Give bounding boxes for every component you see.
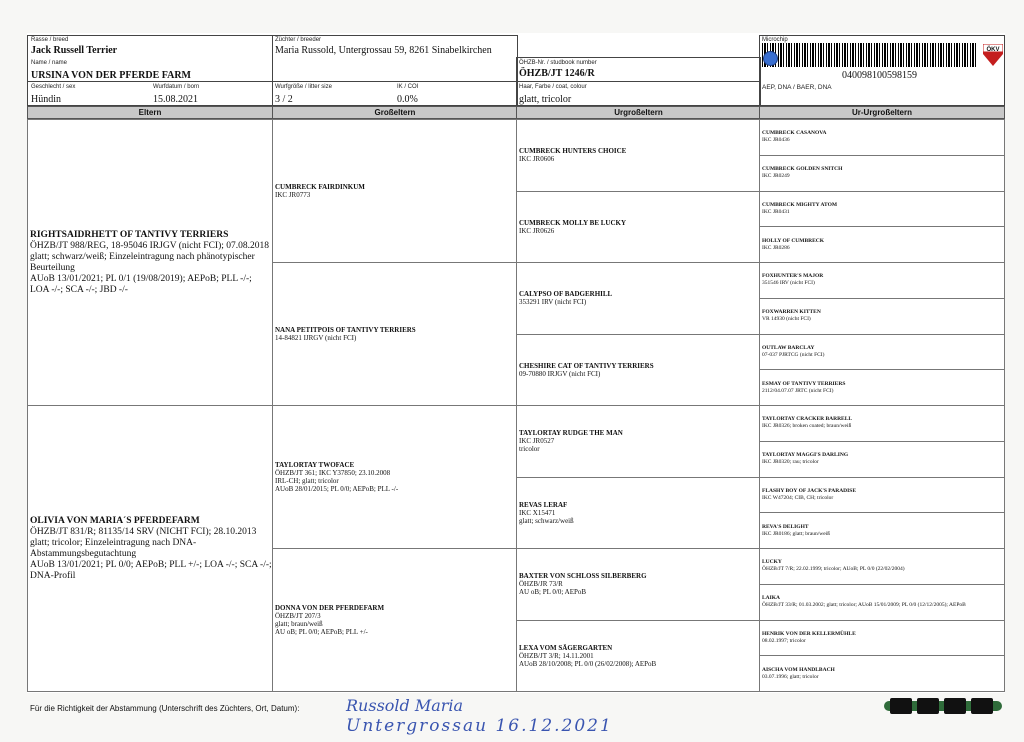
dog-details: AUoB 13/01/2021; PL 0/0; AEPoB; PLL +/-; LOA -/-; SCA -/-; DNA-Profil [30,559,272,581]
dog-name: OLIVIA VON MARIA´S PFERDEFARM [30,515,200,526]
dog-details: IKC X15471 [519,508,556,517]
dog-details: 03.07.1996; glatt; tricolor [762,673,819,680]
dog-name: HENRIK VON DER KELLERMÜHLE [762,630,856,637]
signature-line-1: Russold Maria [346,696,464,715]
dog-details: ÖHZB/JT 361; IKC Y37850; 23.10.2008 [275,469,391,477]
studbook-label: ÖHZB-Nr. / studbook number [519,60,597,66]
great-grandparent-cell [516,548,761,621]
dog-details: glatt; tricolor; Einzeleintragung nach DNA-Abstammungsbegutachtung [30,537,197,559]
coi-label: IK / COI [397,84,419,90]
great-great-grandparent-cell [759,226,1005,263]
litter-label: Wurfgröße / litter size [275,84,332,90]
dog-name: CHESHIRE CAT OF TANTIVY TERRIERS [519,361,654,370]
great-great-grandparent-cell [759,584,1005,621]
dog-name: LAIKA [762,595,781,602]
great-great-grandparent-cell [759,262,1005,299]
dog-name: TAYLORTAY RUDGE THE MAN [519,429,623,438]
certification-text: Für die Richtigkeit der Abstammung (Unterschrift des Züchters, Ort, Datum): [30,704,300,713]
dog-name: FLASHY BOY OF JACK'S PARADISE [762,487,857,494]
parent-cell [27,405,273,692]
dog-details: ÖHZB/JT 33/R; 01.03.2002; glatt; tricolor; AUoB 15/01/2009; PL 0/0 (12/12/2005); AEPoB [762,602,966,609]
dog-details: 09-70880 IRJGV (nicht FCI) [519,369,601,378]
microchip-barcode [762,43,978,67]
great-grandparent-cell [516,191,761,264]
breed-label: Rasse / breed [31,37,69,43]
great-great-grandparent-cell [759,298,1005,335]
dog-name: CUMBRECK HUNTERS CHOICE [519,147,627,156]
dog-details: IKC JR0186; glatt; braun/weiß [762,530,830,537]
dog-details: IKC JR0436 [762,137,790,144]
microchip-number: 040098100598159 [842,70,917,81]
litter-value: 3 / 2 [275,94,293,105]
header-divider [27,81,761,82]
col-head-parents: Eltern [27,106,273,119]
dog-name: CUMBRECK MIGHTY ATOM [762,201,838,208]
microchip-label: Microchip [762,37,788,43]
dog-name: REVA'S DELIGHT [762,523,809,530]
dog-name: ESMAY OF TANTIVY TERRIERS [762,380,846,387]
dog-details: VR 14930 (nicht FCI) [762,316,811,323]
dog-details: AUoB 28/10/2008; PL 0/0 (26/02/2008); AEPoB [519,659,657,668]
okv-logo-icon [983,44,1003,66]
signature-line-2: Untergrossau 16.12.2021 [346,716,613,736]
grandparent-cell [272,405,518,549]
great-great-grandparent-cell [759,512,1005,549]
dog-details: ÖHZB/JT 3/R; 14.11.2001 [519,651,594,660]
globe-icon [763,51,778,66]
dog-details: IRL-CH; glatt; tricolor [275,477,339,485]
breeder-label: Züchter / breeder [275,37,322,43]
sex-label: Geschlecht / sex [31,84,76,90]
grandparent-cell [272,262,518,406]
dog-name: FOXHUNTER'S MAJOR [762,273,824,280]
great-grandparent-cell [516,620,761,693]
dog-details: AU oB; PL 0/0; AEPoB [519,588,587,597]
okv-text: ÖKV [986,47,1000,53]
dog-details: 2112/04.07.07 JRTC (nicht FCI) [762,387,834,394]
coi-value: 0.0% [397,94,418,105]
dog-details: glatt; schwarz/weiß [519,516,574,525]
grandparent-cell [272,119,518,263]
great-great-grandparent-cell [759,441,1005,478]
great-grandparent-cell [516,477,761,550]
dog-details: 351546 IRV (nicht FCI) [762,280,815,287]
dog-details: IKC JR0320; rau; tricolor [762,459,819,466]
dog-name: CUMBRECK FAIRDINKUM [275,183,365,191]
dog-name: CUMBRECK CASANOVA [762,130,827,137]
dog-name: OUTLAW BARCLAY [762,344,815,351]
great-great-grandparent-cell [759,655,1005,692]
great-great-grandparent-cell [759,334,1005,371]
dog-details: glatt; braun/weiß [275,620,323,628]
dog-name: NANA PETITPOIS OF TANTIVY TERRIERS [275,326,416,334]
great-grandparent-cell [516,119,761,192]
dog-details: IKC JR0773 [275,191,311,199]
dog-details: IKC JR0527 [519,437,555,446]
dog-details: glatt; schwarz/weiß; Einzeleintragung nach phänotypischer Beurteilung [30,251,255,273]
parent-cell [27,119,273,406]
great-great-grandparent-cell [759,369,1005,406]
dog-details: tricolor [519,445,540,454]
dog-details: ÖHZB/JT 831/R; 81135/14 SRV (NICHT FCI); 28.10.2013 [30,526,257,537]
dog-name: TAYLORTAY TWOFACE [275,461,355,469]
dna-value: AEP, DNA / BAER, DNA [762,84,832,91]
dog-name: REVAS LERAF [519,500,568,509]
dog-details: IKC JR0249 [762,173,790,180]
dog-name: CUMBRECK MOLLY BE LUCKY [519,218,627,227]
dog-name: CALYPSO OF BADGERHILL [519,290,613,299]
grandparent-cell [272,548,518,692]
dog-name: RIGHTSAIDRHETT OF TANTIVY TERRIERS [30,229,229,240]
great-grandparent-cell [516,334,761,407]
dog-name: TAYLORTAY CRACKER BARRELL [762,416,853,423]
dog-name: DONNA VON DER PFERDEFARM [275,604,385,612]
dog-details: IKC JR0606 [519,155,555,164]
dog-details: IKC JR0326; broken coated; braun/weiß [762,423,852,430]
dog-name: FOXWARREN KITTEN [762,309,821,316]
great-great-grandparent-cell [759,119,1005,156]
stamp-logo-icon [884,697,1002,715]
dog-details: ÖHZB/JR 73/R [519,580,563,589]
dog-details: ÖHZB/JT 207/3 [275,612,321,620]
dog-name: LUCKY [762,559,782,566]
name-label: Name / name [31,60,68,66]
dog-details: IKC JR0626 [519,226,555,235]
studbook-value: ÖHZB/JT 1246/R [519,68,595,79]
dog-details: ÖHZB/JT 988/REG, 18-95046 IRJGV (nicht FCI); 07.08.2018 [30,240,269,251]
born-label: Wurfdatum / born [153,84,200,90]
dog-details: 08.02.1997; tricolor [762,637,806,644]
dog-name: AISCHA VOM HANDLBACH [762,666,835,673]
sex-value: Hündin [31,94,61,105]
breed-value: Jack Russell Terrier [31,45,118,56]
dog-name: LEXA VOM SÄGERGARTEN [519,643,613,652]
dog-name: TAYLORTAY MAGGI'S DARLING [762,452,849,459]
great-great-grandparent-cell [759,620,1005,657]
dog-details: IKC W47204; CIB, CH; tricolor [762,494,834,501]
dog-details: 353291 IRV (nicht FCI) [519,298,587,307]
born-value: 15.08.2021 [153,94,198,105]
dog-name: URSINA VON DER PFERDE FARM [31,70,191,81]
dog-details: IKC JR0431 [762,208,790,215]
great-great-grandparent-cell [759,548,1005,585]
col-head-grandparents: Großeltern [272,106,518,119]
great-great-grandparent-cell [759,155,1005,192]
dog-details: 14-84821 IJRGV (nicht FCI) [275,334,357,342]
dog-details: AUoB 28/01/2015; PL 0/0; AEPoB; PLL -/- [275,485,399,493]
dog-name: HOLLY OF CUMBRECK [762,237,825,244]
great-grandparent-cell [516,262,761,335]
great-grandparent-cell [516,405,761,478]
great-great-grandparent-cell [759,405,1005,442]
col-head-great-grandparents: Urgroßeltern [516,106,761,119]
breeder-value: Maria Russold, Untergrossau 59, 8261 Sinabelkirchen [275,45,492,56]
dog-details: AU oB; PL 0/0; AEPoB; PLL +/- [275,628,368,636]
dog-details: IKC JR0286 [762,244,790,251]
dog-details: AUoB 13/01/2021; PL 0/1 (19/08/2019); AEPoB; PLL -/-; LOA -/-; SCA -/-; JBD -/- [30,273,252,295]
coat-label: Haar, Farbe / coat, colour [519,84,587,90]
great-great-grandparent-cell [759,477,1005,514]
dog-details: ÖHZB/JT 7/R; 22.02.1999; tricolor; AUoB; PL 0/0 (22/02/2004) [762,566,905,573]
dog-name: CUMBRECK GOLDEN SNITCH [762,166,843,173]
dog-details: 07-037 PJRTCG (nicht FCI) [762,351,825,358]
col-head-great-great-grandparents: Ur-Urgroßeltern [759,106,1005,119]
dog-name: BAXTER VON SCHLOSS SILBERBERG [519,572,647,581]
coat-value: glatt, tricolor [519,94,572,105]
great-great-grandparent-cell [759,191,1005,228]
